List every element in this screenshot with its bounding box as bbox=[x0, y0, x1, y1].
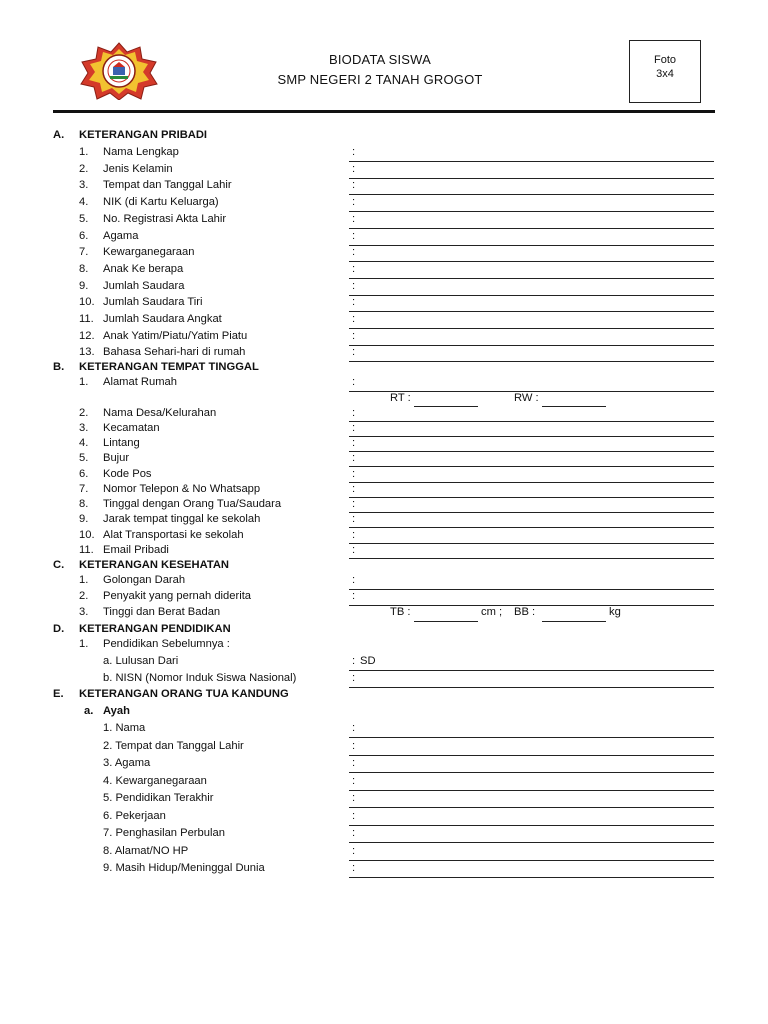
field-label: Tinggal dengan Orang Tua/Saudara bbox=[103, 498, 282, 510]
field-label: 3. Agama bbox=[103, 757, 151, 769]
field-colon: : bbox=[352, 655, 356, 667]
field-label: Nama Lengkap bbox=[103, 146, 179, 158]
bb-label: BB : bbox=[514, 606, 536, 618]
field-colon: : bbox=[352, 376, 356, 388]
field-colon: : bbox=[352, 279, 356, 292]
item-number: 8. bbox=[79, 262, 89, 275]
field-colon: : bbox=[352, 544, 356, 556]
form-row-a-9 bbox=[0, 280, 768, 296]
section-header-d bbox=[0, 623, 768, 639]
form-row-a-3 bbox=[0, 179, 768, 195]
item-number: 10. bbox=[79, 296, 95, 309]
field-label: Tinggi dan Berat Badan bbox=[103, 606, 221, 618]
form-row-e-3 bbox=[0, 757, 768, 773]
field-label: Jumlah Saudara bbox=[103, 279, 185, 292]
input-line-e-8[interactable] bbox=[349, 860, 714, 861]
section-letter: B. bbox=[53, 361, 65, 373]
input-line-e-3[interactable] bbox=[349, 772, 714, 773]
rt-label: RT : bbox=[390, 392, 411, 404]
field-label: Kewarganegaraan bbox=[103, 246, 195, 259]
field-label: 5. Pendidikan Terakhir bbox=[103, 792, 214, 804]
section-title: KETERANGAN PENDIDIKAN bbox=[79, 623, 231, 635]
form-row-e-8 bbox=[0, 845, 768, 861]
field-colon: : bbox=[352, 437, 356, 449]
input-line-b-5[interactable] bbox=[349, 466, 714, 467]
section-letter: D. bbox=[53, 623, 65, 635]
item-number: 5. bbox=[79, 452, 89, 464]
input-line-e-7[interactable] bbox=[349, 842, 714, 843]
field-label: 4. Kewarganegaraan bbox=[103, 774, 207, 787]
item-number: 3. bbox=[79, 179, 89, 192]
form-row-a-4 bbox=[0, 196, 768, 212]
item-number: 4. bbox=[79, 196, 89, 209]
field-colon: : bbox=[352, 862, 356, 874]
field-label: Jenis Kelamin bbox=[103, 162, 173, 175]
field-label: Alamat Rumah bbox=[103, 376, 177, 388]
item-number: 1. bbox=[79, 574, 89, 586]
form-row-a-5 bbox=[0, 213, 768, 229]
item-number: 4. bbox=[79, 437, 89, 449]
field-label: Agama bbox=[103, 229, 139, 242]
form-row-b-1 bbox=[0, 376, 768, 392]
input-line-e-5[interactable] bbox=[349, 807, 714, 808]
field-label: 1. Nama bbox=[103, 722, 146, 734]
field-label: Anak Yatim/Piatu/Yatim Piatu bbox=[103, 329, 248, 342]
item-number: 3. bbox=[79, 606, 89, 618]
item-number: 10. bbox=[79, 529, 95, 541]
field-colon: : bbox=[352, 590, 356, 602]
form-row-c-3 bbox=[0, 606, 768, 622]
field-colon: : bbox=[352, 468, 356, 480]
field-label: Bujur bbox=[103, 452, 130, 464]
rt-input-line[interactable] bbox=[414, 406, 478, 407]
section-letter: E. bbox=[53, 688, 64, 700]
field-label: 7. Penghasilan Perbulan bbox=[103, 827, 225, 839]
field-colon: : bbox=[352, 452, 356, 464]
field-colon: : bbox=[352, 809, 356, 822]
form-row-e-7 bbox=[0, 827, 768, 843]
subsection-ayah bbox=[0, 705, 768, 721]
field-label: Nomor Telepon & No Whatsapp bbox=[103, 483, 261, 495]
input-line-e-1[interactable] bbox=[349, 737, 714, 738]
photo-label: Foto bbox=[653, 54, 676, 66]
form-row-c-2 bbox=[0, 590, 768, 606]
field-colon: : bbox=[352, 672, 356, 684]
item-number: 6. bbox=[79, 468, 89, 480]
field-colon: : bbox=[352, 407, 356, 419]
form-row-d-b bbox=[0, 672, 768, 688]
item-number: 11. bbox=[79, 544, 94, 556]
section-header-a bbox=[0, 129, 768, 145]
section-title: KETERANGAN PRIBADI bbox=[79, 129, 208, 141]
field-label: Kode Pos bbox=[103, 468, 152, 480]
field-colon: : bbox=[352, 212, 356, 225]
form-row-e-1 bbox=[0, 722, 768, 738]
item-number: 2. bbox=[79, 590, 89, 602]
form-row-a-6 bbox=[0, 230, 768, 246]
input-line-e-4[interactable] bbox=[349, 790, 714, 791]
section-header-b bbox=[0, 361, 768, 377]
field-colon: : bbox=[352, 574, 356, 586]
field-colon: : bbox=[352, 774, 356, 787]
item-number: 5. bbox=[79, 212, 89, 225]
field-label: a. Lulusan Dari bbox=[103, 655, 179, 667]
field-label: b. NISN (Nomor Induk Siswa Nasional) bbox=[103, 672, 297, 684]
field-label: 9. Masih Hidup/Meninggal Dunia bbox=[103, 862, 265, 874]
field-colon: : bbox=[352, 422, 356, 434]
bb-input-line[interactable] bbox=[542, 621, 606, 622]
field-label: Lintang bbox=[103, 437, 140, 449]
item-number: 1. bbox=[79, 146, 89, 158]
item-number: 9. bbox=[79, 279, 89, 292]
form-row-e-9 bbox=[0, 862, 768, 878]
photo-size-label: 3x4 bbox=[656, 68, 674, 80]
field-label: Kecamatan bbox=[103, 422, 160, 434]
field-label: Tempat dan Tanggal Lahir bbox=[103, 179, 232, 192]
section-header-c bbox=[0, 559, 768, 575]
field-label: Bahasa Sehari-hari di rumah bbox=[103, 346, 246, 359]
form-row-e-5 bbox=[0, 792, 768, 808]
field-colon: : bbox=[352, 246, 356, 259]
input-line-e-2[interactable] bbox=[349, 755, 714, 756]
input-line-b-9[interactable] bbox=[349, 527, 714, 528]
subsection-title: Pendidikan Sebelumnya : bbox=[103, 638, 230, 650]
field-colon: : bbox=[352, 827, 356, 839]
field-colon: : bbox=[352, 146, 356, 158]
form-row-a-12 bbox=[0, 330, 768, 346]
input-line-d-a[interactable] bbox=[349, 670, 714, 671]
form-row-a-11 bbox=[0, 313, 768, 329]
field-colon: : bbox=[352, 757, 356, 769]
field-colon: : bbox=[352, 313, 356, 325]
section-title: KETERANGAN KESEHATAN bbox=[79, 559, 229, 571]
field-colon: : bbox=[352, 229, 356, 242]
field-label: Alat Transportasi ke sekolah bbox=[103, 529, 244, 541]
field-label: Jumlah Saudara Tiri bbox=[103, 296, 203, 309]
field-colon: : bbox=[352, 346, 356, 359]
field-label: Email Pribadi bbox=[103, 544, 169, 556]
rw-input-line[interactable] bbox=[542, 406, 606, 407]
item-number: 7. bbox=[79, 483, 89, 495]
field-label: Golongan Darah bbox=[103, 574, 186, 586]
item-number: 7. bbox=[79, 246, 89, 259]
field-colon: : bbox=[352, 196, 356, 209]
field-value: SD bbox=[360, 655, 376, 667]
tb-label: TB : bbox=[390, 606, 411, 618]
field-colon: : bbox=[352, 792, 356, 804]
section-header-e bbox=[0, 688, 768, 704]
subsection-title: Ayah bbox=[103, 705, 130, 717]
form-row-a-13 bbox=[0, 346, 768, 362]
field-label: Jumlah Saudara Angkat bbox=[103, 313, 222, 325]
item-number: 9. bbox=[79, 513, 89, 525]
subsection-previous-education bbox=[0, 638, 768, 654]
section-letter: A. bbox=[53, 129, 65, 141]
field-label: Anak Ke berapa bbox=[103, 262, 184, 275]
kg-label: kg bbox=[609, 606, 621, 618]
form-row-e-2 bbox=[0, 740, 768, 756]
field-label: Jarak tempat tinggal ke sekolah bbox=[103, 513, 261, 525]
section-title: KETERANGAN ORANG TUA KANDUNG bbox=[79, 688, 289, 700]
item-number: 3. bbox=[79, 422, 89, 434]
item-number: 2. bbox=[79, 407, 89, 419]
field-colon: : bbox=[352, 179, 356, 192]
field-colon: : bbox=[352, 262, 356, 275]
item-number: 6. bbox=[79, 229, 89, 242]
section-letter: C. bbox=[53, 559, 65, 571]
form-row-e-6 bbox=[0, 810, 768, 826]
form-row-a-8 bbox=[0, 263, 768, 279]
field-label: 6. Pekerjaan bbox=[103, 809, 166, 822]
rw-label: RW : bbox=[514, 392, 539, 404]
field-label: 8. Alamat/NO HP bbox=[103, 844, 189, 857]
item-number: 8. bbox=[79, 498, 89, 510]
field-colon: : bbox=[352, 296, 356, 309]
document-title: BIODATA SISWA bbox=[328, 52, 432, 67]
field-colon: : bbox=[352, 722, 356, 734]
input-line-e-6[interactable] bbox=[349, 825, 714, 826]
form-row-a-2 bbox=[0, 163, 768, 179]
field-label: NIK (di Kartu Keluarga) bbox=[103, 196, 219, 209]
item-number: 1. bbox=[79, 376, 89, 388]
item-number: 11. bbox=[79, 313, 94, 325]
item-number: 12. bbox=[79, 329, 95, 342]
field-label: No. Registrasi Akta Lahir bbox=[103, 212, 227, 225]
item-number: 2. bbox=[79, 162, 89, 175]
field-colon: : bbox=[352, 329, 356, 342]
field-colon: : bbox=[352, 529, 356, 541]
cm-label: cm ; bbox=[481, 606, 503, 618]
field-colon: : bbox=[352, 739, 356, 752]
item-number: 13. bbox=[79, 346, 95, 359]
form-row-a-10 bbox=[0, 296, 768, 312]
form-row-a-1 bbox=[0, 146, 768, 162]
field-label: 2. Tempat dan Tanggal Lahir bbox=[103, 739, 244, 752]
field-colon: : bbox=[352, 498, 356, 510]
field-colon: : bbox=[352, 483, 356, 495]
input-line-e-9[interactable] bbox=[349, 877, 714, 878]
form-row-c-1 bbox=[0, 574, 768, 590]
field-colon: : bbox=[352, 513, 356, 525]
section-title: KETERANGAN TEMPAT TINGGAL bbox=[79, 361, 259, 373]
form-row-e-4 bbox=[0, 775, 768, 791]
form-row-d-a bbox=[0, 655, 768, 671]
field-label: Nama Desa/Kelurahan bbox=[103, 407, 217, 419]
item-number: 1. bbox=[79, 638, 89, 650]
field-colon: : bbox=[352, 844, 356, 857]
item-number: a. bbox=[84, 705, 94, 717]
form-row-a-7 bbox=[0, 246, 768, 262]
field-colon: : bbox=[352, 162, 356, 175]
school-name: SMP NEGERI 2 TANAH GROGOT bbox=[277, 72, 483, 87]
tb-input-line[interactable] bbox=[414, 621, 478, 622]
field-label: Penyakit yang pernah diderita bbox=[103, 590, 252, 602]
